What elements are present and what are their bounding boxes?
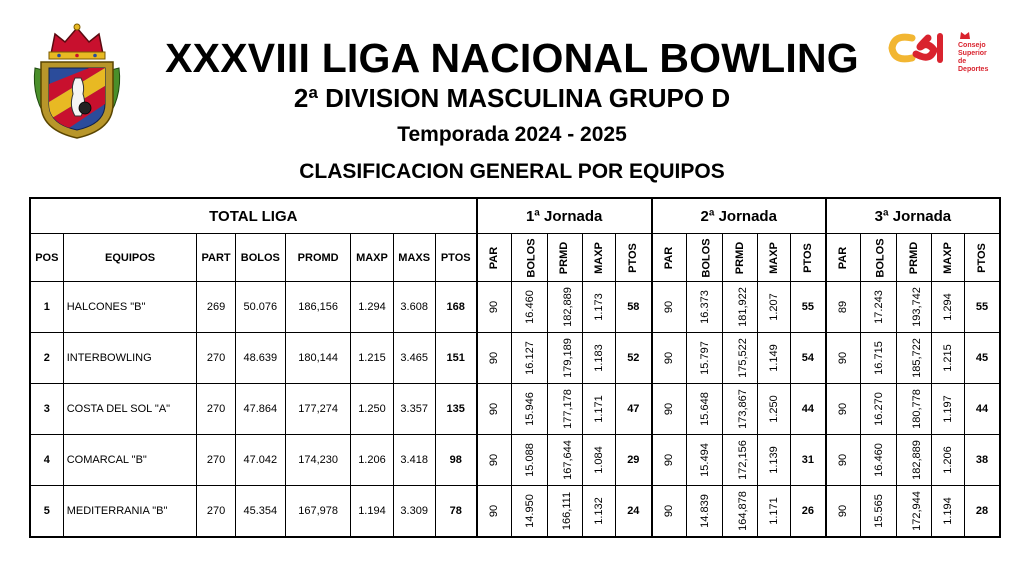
j1-cell-bolos: 15.946 (512, 384, 547, 435)
cell-part: 270 (197, 435, 235, 486)
j2-header-ptos: PTOS (791, 234, 826, 282)
cell-part: 269 (197, 282, 235, 333)
j2-cell-ptos: 55 (791, 282, 826, 333)
cell-maxs: 3.465 (393, 333, 435, 384)
j2-cell-prmd: 172,156 (722, 435, 757, 486)
j3-cell-ptos: 45 (965, 333, 1000, 384)
cell-pos: 5 (30, 486, 63, 538)
j3-cell-prmd: 193,742 (896, 282, 931, 333)
cell-part: 270 (197, 486, 235, 538)
j3-cell-bolos: 16.270 (861, 384, 896, 435)
j1-header-ptos: PTOS (615, 234, 651, 282)
cell-maxp: 1.194 (351, 486, 393, 538)
j3-cell-bolos: 15.565 (861, 486, 896, 538)
j3-cell-par: 90 (826, 486, 861, 538)
j1-cell-prmd: 177,178 (547, 384, 582, 435)
classification-title: CLASIFICACION GENERAL POR EQUIPOS (299, 160, 725, 183)
j2-cell-ptos: 26 (791, 486, 826, 538)
cell-maxs: 3.309 (393, 486, 435, 538)
cell-bolos: 47.864 (235, 384, 285, 435)
j3-cell-bolos: 17.243 (861, 282, 896, 333)
j3-cell-bolos: 16.460 (861, 435, 896, 486)
j3-header-ptos: PTOS (965, 234, 1000, 282)
j2-cell-par: 90 (652, 435, 687, 486)
col-header-maxs: MAXS (393, 234, 435, 282)
cell-team: INTERBOWLING (63, 333, 197, 384)
j2-cell-maxp: 1.207 (757, 282, 790, 333)
j1-cell-par: 90 (477, 435, 512, 486)
group-jornada-2: 2ª Jornada (652, 198, 826, 234)
j1-header-par: PAR (477, 234, 512, 282)
col-header-bolos: BOLOS (235, 234, 285, 282)
j1-header-maxp: MAXP (582, 234, 615, 282)
cell-promd: 167,978 (285, 486, 350, 538)
j3-cell-par: 89 (826, 282, 861, 333)
j3-header-maxp: MAXP (931, 234, 964, 282)
col-header-pos: POS (30, 234, 63, 282)
cell-bolos: 45.354 (235, 486, 285, 538)
j2-cell-maxp: 1.171 (757, 486, 790, 538)
j2-cell-maxp: 1.149 (757, 333, 790, 384)
j1-cell-bolos: 16.460 (512, 282, 547, 333)
j1-cell-prmd: 182,889 (547, 282, 582, 333)
cell-maxp: 1.206 (351, 435, 393, 486)
j1-cell-ptos: 24 (615, 486, 651, 538)
cell-part: 270 (197, 333, 235, 384)
season-title: Temporada 2024 - 2025 (397, 123, 627, 146)
table-row (30, 333, 1000, 384)
page-title: XXXVIII LIGA NACIONAL BOWLING (165, 35, 859, 81)
j2-cell-par: 90 (652, 384, 687, 435)
j1-cell-bolos: 16.127 (512, 333, 547, 384)
col-header-maxp: MAXP (351, 234, 393, 282)
j2-cell-bolos: 14.839 (687, 486, 722, 538)
j3-cell-ptos: 28 (965, 486, 1000, 538)
j1-cell-maxp: 1.173 (582, 282, 615, 333)
j1-cell-maxp: 1.132 (582, 486, 615, 538)
j2-header-maxp: MAXP (757, 234, 790, 282)
j2-cell-bolos: 16.373 (687, 282, 722, 333)
j2-cell-prmd: 164,878 (722, 486, 757, 538)
j1-cell-prmd: 179,189 (547, 333, 582, 384)
j1-cell-bolos: 15.088 (512, 435, 547, 486)
cell-team: HALCONES "B" (63, 282, 197, 333)
j1-header-prmd: PRMD (547, 234, 582, 282)
j3-cell-prmd: 182,889 (896, 435, 931, 486)
cell-maxs: 3.357 (393, 384, 435, 435)
j3-cell-prmd: 185,722 (896, 333, 931, 384)
cell-pos: 3 (30, 384, 63, 435)
table-row (30, 435, 1000, 486)
j3-header-par: PAR (826, 234, 861, 282)
j3-cell-maxp: 1.215 (931, 333, 964, 384)
j2-cell-prmd: 175,522 (722, 333, 757, 384)
cell-maxs: 3.418 (393, 435, 435, 486)
j3-cell-par: 90 (826, 333, 861, 384)
j2-cell-par: 90 (652, 282, 687, 333)
division-title: 2ª DIVISION MASCULINA GRUPO D (293, 83, 731, 113)
cell-bolos: 48.639 (235, 333, 285, 384)
col-header-ptos: PTOS (435, 234, 476, 282)
j2-cell-bolos: 15.797 (687, 333, 722, 384)
cell-promd: 174,230 (285, 435, 350, 486)
j3-header-bolos: BOLOS (861, 234, 896, 282)
j3-cell-prmd: 172,944 (896, 486, 931, 538)
cell-ptos: 98 (435, 435, 476, 486)
cell-promd: 180,144 (285, 333, 350, 384)
j1-cell-maxp: 1.084 (582, 435, 615, 486)
j1-cell-ptos: 58 (615, 282, 651, 333)
csd-line-2: Superior (958, 50, 987, 57)
j1-cell-par: 90 (477, 282, 512, 333)
group-total-liga: TOTAL LIGA (30, 198, 477, 234)
j2-header-bolos: BOLOS (687, 234, 722, 282)
j2-cell-prmd: 173,867 (722, 384, 757, 435)
table-row (30, 486, 1000, 538)
cell-ptos: 78 (435, 486, 476, 538)
col-header-part: PART (197, 234, 235, 282)
j3-cell-par: 90 (826, 384, 861, 435)
cell-bolos: 47.042 (235, 435, 285, 486)
cell-team: MEDITERRANIA "B" (63, 486, 197, 538)
cell-team: COSTA DEL SOL "A" (63, 384, 197, 435)
col-header-equipos: EQUIPOS (63, 234, 197, 282)
j1-cell-maxp: 1.171 (582, 384, 615, 435)
j1-cell-ptos: 52 (615, 333, 651, 384)
cell-ptos: 135 (435, 384, 476, 435)
cell-maxp: 1.250 (351, 384, 393, 435)
j3-header-prmd: PRMD (896, 234, 931, 282)
group-jornada-3: 3ª Jornada (826, 198, 1000, 234)
j2-cell-maxp: 1.250 (757, 384, 790, 435)
j3-cell-prmd: 180,778 (896, 384, 931, 435)
table-row (30, 384, 1000, 435)
j2-cell-prmd: 181,922 (722, 282, 757, 333)
j3-cell-maxp: 1.194 (931, 486, 964, 538)
j2-cell-par: 90 (652, 333, 687, 384)
j2-cell-bolos: 15.648 (687, 384, 722, 435)
cell-ptos: 151 (435, 333, 476, 384)
cell-maxp: 1.215 (351, 333, 393, 384)
j2-cell-ptos: 54 (791, 333, 826, 384)
cell-ptos: 168 (435, 282, 476, 333)
cell-team: COMARCAL "B" (63, 435, 197, 486)
j3-cell-maxp: 1.294 (931, 282, 964, 333)
j2-cell-par: 90 (652, 486, 687, 538)
j1-cell-par: 90 (477, 384, 512, 435)
j3-cell-bolos: 16.715 (861, 333, 896, 384)
standings-table (29, 197, 1001, 538)
j2-header-par: PAR (652, 234, 687, 282)
col-header-promd: PROMD (285, 234, 350, 282)
j1-cell-prmd: 167,644 (547, 435, 582, 486)
j3-cell-ptos: 55 (965, 282, 1000, 333)
j1-cell-prmd: 166,111 (547, 486, 582, 538)
j2-cell-ptos: 44 (791, 384, 826, 435)
cell-pos: 4 (30, 435, 63, 486)
cell-pos: 2 (30, 333, 63, 384)
j2-header-prmd: PRMD (722, 234, 757, 282)
cell-promd: 177,274 (285, 384, 350, 435)
j1-header-bolos: BOLOS (512, 234, 547, 282)
table-row (30, 282, 1000, 333)
group-jornada-1: 1ª Jornada (477, 198, 652, 234)
cell-part: 270 (197, 384, 235, 435)
csd-line-1: Consejo (958, 42, 986, 49)
j3-cell-maxp: 1.197 (931, 384, 964, 435)
j1-cell-bolos: 14.950 (512, 486, 547, 538)
j1-cell-ptos: 47 (615, 384, 651, 435)
j2-cell-bolos: 15.494 (687, 435, 722, 486)
j3-cell-ptos: 44 (965, 384, 1000, 435)
cell-promd: 186,156 (285, 282, 350, 333)
cell-pos: 1 (30, 282, 63, 333)
cell-maxp: 1.294 (351, 282, 393, 333)
j3-cell-ptos: 38 (965, 435, 1000, 486)
j1-cell-ptos: 29 (615, 435, 651, 486)
j2-cell-maxp: 1.139 (757, 435, 790, 486)
csd-line-3: de Deportes (958, 58, 989, 73)
j1-cell-maxp: 1.183 (582, 333, 615, 384)
j3-cell-maxp: 1.206 (931, 435, 964, 486)
j2-cell-ptos: 31 (791, 435, 826, 486)
cell-maxs: 3.608 (393, 282, 435, 333)
j3-cell-par: 90 (826, 435, 861, 486)
j1-cell-par: 90 (477, 333, 512, 384)
cell-bolos: 50.076 (235, 282, 285, 333)
j1-cell-par: 90 (477, 486, 512, 538)
